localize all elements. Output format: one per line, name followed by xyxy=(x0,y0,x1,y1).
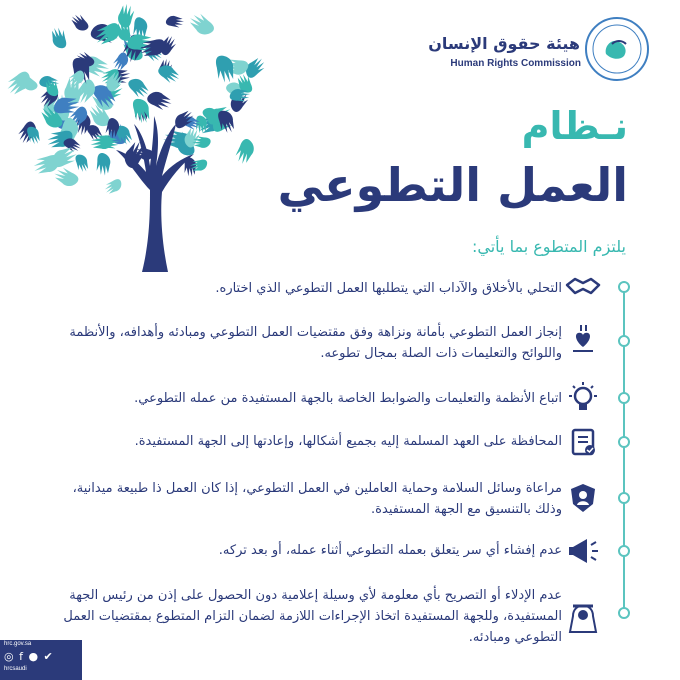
obligation-item-7: عدم الإدلاء أو التصريح بأي معلومة لأي وسيلة إعلامية دون الحصول على إذن من رئيس الجهة المستفيدة، وللجهة المستفيدة اتخاذ الإجراءات اللازمة لضمان التزام المتطوع بمقتضيات العمل التطوعي ومبادئه. xyxy=(63,588,562,645)
title-line-1: نـظام xyxy=(521,104,628,148)
timeline-dot xyxy=(619,608,629,618)
canopy-hand-mark xyxy=(186,10,217,38)
timeline-dot xyxy=(619,437,629,447)
obligation-item-2: إنجاز العمل التطوعي بأمانة ونزاهة وفق مقتضيات العمل التطوعي ومبادئه وأهدافه، والأنظمة واللوائح والتعليمات ذات الصلة بمجال تطوعه. xyxy=(69,325,562,361)
obligation-item-4: المحافظة على العهد المسلمة إليه بجميع أشكالها، وإعادتها إلى الجهة المستفيدة. xyxy=(134,434,562,449)
canopy-hand-mark xyxy=(117,3,136,29)
obligation-item-6: عدم إفشاء أي سر يتعلق بعمله التطوعي أثناء عمله، أو بعد تركه. xyxy=(218,543,562,558)
footer-handle[interactable]: hrcsaudi xyxy=(4,666,27,672)
timeline-dot xyxy=(619,336,629,346)
obligation-item-3: اتباع الأنظمة والتعليمات والضوابط الخاصة بالجهة المستفيدة من عمله التطوعي. xyxy=(134,391,562,406)
handshake-icon xyxy=(567,279,599,293)
timeline-dot xyxy=(619,493,629,503)
org-name-arabic: هيئة حقوق الإنسان xyxy=(428,34,580,53)
timeline-dot xyxy=(619,282,629,292)
footer-website[interactable]: hrc.gov.sa xyxy=(4,641,32,647)
canopy-hand-mark xyxy=(102,177,124,197)
canopy-hand-mark xyxy=(166,15,185,28)
canopy-hand-mark xyxy=(52,166,81,190)
hrc-seal-logo xyxy=(586,18,648,80)
obligation-item-5: مراعاة وسائل السلامة وحماية العاملين في العمل التطوعي، إذا كان العمل ذا طبيعة ميدانية، وذلك بالتنسيق مع الجهة المستفيدة. xyxy=(72,481,562,517)
canopy-hand-mark xyxy=(96,153,111,176)
canopy-hand-mark xyxy=(68,12,90,34)
canopy-hand-mark xyxy=(145,89,173,112)
org-name-english: Human Rights Commission xyxy=(450,58,581,69)
heart-hand-icon xyxy=(573,325,593,351)
canopy-hand-mark xyxy=(234,137,257,166)
obligation-item-1: التحلي بالأخلاق والآداب التي يتطلبها العمل التطوعي الذي اختاره. xyxy=(215,281,562,296)
canopy-hand-mark xyxy=(156,62,182,86)
title-line-2: العمل التطوعي xyxy=(277,158,628,212)
lightbulb-icon xyxy=(569,382,597,410)
shield-user-icon xyxy=(571,484,595,512)
timeline-dot xyxy=(619,546,629,556)
canopy-hand-mark xyxy=(49,25,69,50)
intro-text: يلتزم المتطوع بما يأتي: xyxy=(472,237,626,256)
timeline-dot xyxy=(619,393,629,403)
footer-social-icons[interactable]: ◎ f ● ✔ xyxy=(4,650,54,663)
canopy-hand-mark xyxy=(73,152,91,174)
megaphone-icon xyxy=(569,539,598,563)
clipboard-check-icon xyxy=(573,430,595,455)
person-ghutra-icon xyxy=(570,606,596,633)
